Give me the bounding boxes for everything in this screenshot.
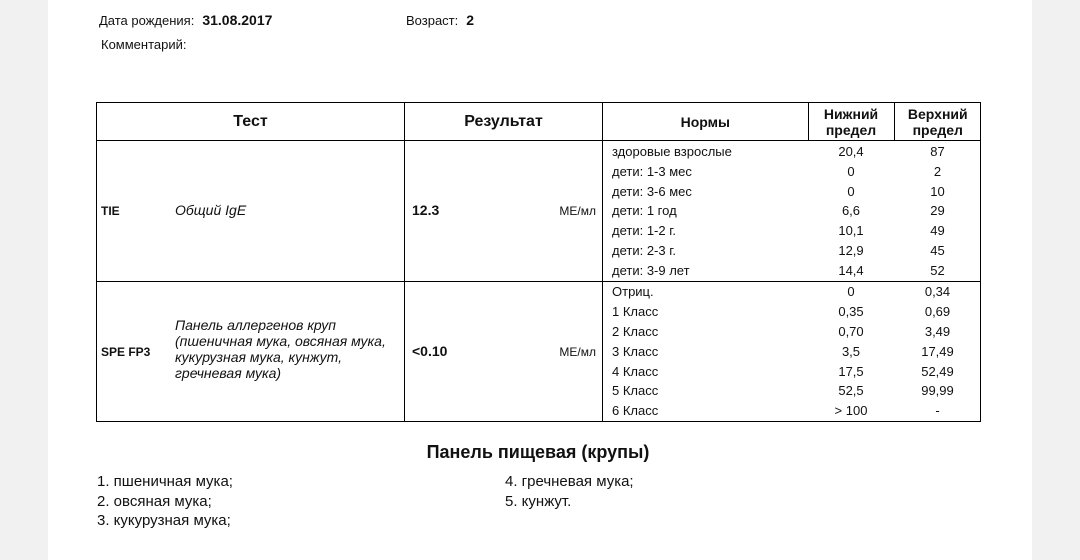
norm-lower-value: 17,5 (838, 363, 864, 379)
norm-row (603, 282, 981, 302)
test-code: SPE FP3 (101, 345, 151, 359)
norm-lower-value: 0 (847, 183, 855, 199)
norm-upper-value: 99,99 (921, 383, 954, 399)
list-item: 5. кунжут. (505, 492, 572, 510)
norm-label: 1 Класс (612, 304, 659, 320)
norm-label: дети: 1 год (612, 203, 677, 219)
allergen-list-left (97, 472, 233, 531)
norm-row (603, 241, 981, 261)
norm-lower-value: 12,9 (838, 243, 864, 259)
list-item: 2. овсяная мука; (97, 492, 212, 510)
norm-upper-value: 10 (930, 183, 945, 199)
test-cell (97, 141, 405, 282)
norm-label: 2 Класс (612, 323, 659, 339)
list-item: 4. гречневая мука; (505, 473, 634, 490)
norm-row (603, 162, 981, 182)
norm-lower-value: 3,5 (841, 343, 861, 359)
norm-lower-value: 0,35 (838, 304, 864, 320)
age-value: 2 (466, 12, 475, 28)
table-row (97, 141, 981, 282)
norm-row (603, 142, 981, 162)
norm-lower-value: > 100 (834, 403, 868, 419)
norm-label: дети: 1-2 г. (612, 223, 676, 239)
result-unit: МЕ/мл (559, 204, 596, 218)
test-name: Общий IgE (175, 202, 247, 218)
norm-upper-value: 0,69 (924, 304, 951, 320)
norm-row (603, 381, 981, 401)
norm-lower-value: 6,6 (841, 203, 861, 219)
norm-label: 4 Класс (612, 363, 659, 379)
comment-label: Комментарий: (101, 37, 187, 52)
norm-label: дети: 3-9 лет (612, 262, 690, 278)
norm-lower-value: 14,4 (838, 262, 864, 278)
norm-row (603, 260, 981, 280)
results-table (96, 102, 981, 422)
result-value: 12.3 (412, 202, 440, 218)
norm-upper-value: 3,49 (924, 323, 951, 339)
norm-upper-value: 2 (933, 163, 942, 179)
test-cell (97, 282, 405, 422)
norm-upper-value: 0,34 (924, 284, 951, 300)
norm-label: 6 Класс (612, 403, 659, 419)
list-item: 1. пшеничная мука; (97, 473, 233, 490)
result-cell (405, 141, 603, 282)
norm-lower-value: 0 (847, 284, 855, 300)
birth-date-label: Дата рождения: (99, 13, 195, 28)
result-unit: МЕ/мл (559, 345, 596, 359)
norm-row (603, 221, 981, 241)
norm-row (603, 341, 981, 361)
result-cell (405, 282, 603, 422)
table-row (97, 282, 981, 422)
birth-date-value: 31.08.2017 (202, 12, 273, 28)
test-name: Панель аллергенов круп (пшеничная мука, овсяная мука, кукурузная мука, кунжут, гречневая мука) (175, 317, 386, 381)
column-result: Результат (405, 103, 603, 141)
column-upper-limit: Верхний предел (894, 103, 981, 140)
result-value: <0.10 (412, 343, 448, 359)
norm-row (603, 322, 981, 342)
norm-label: 3 Класс (612, 343, 659, 359)
column-norms: Нормы (680, 113, 730, 130)
norm-lower-value: 0 (847, 163, 855, 179)
panel-title: Панель пищевая (крупы) (426, 442, 650, 462)
norm-upper-value: 49 (930, 223, 945, 239)
norm-upper-value: 45 (930, 243, 945, 259)
norm-row (603, 401, 981, 421)
list-item: 3. кукурузная мука; (97, 512, 231, 529)
norm-lower-value: 0,70 (838, 323, 864, 339)
norm-lower-value: 10,1 (838, 223, 864, 239)
norm-row (603, 201, 981, 221)
norms-table (603, 142, 981, 281)
norms-cell (603, 282, 981, 422)
norm-upper-value: 52,49 (921, 363, 954, 379)
norm-lower-value: 20,4 (838, 144, 864, 160)
norms-table (603, 282, 981, 421)
norms-cell (603, 141, 981, 282)
norm-label: дети: 1-3 мес (612, 163, 692, 179)
norm-label: дети: 3-6 мес (612, 183, 692, 199)
allergen-list-right (505, 472, 634, 511)
column-test: Тест (97, 103, 405, 141)
norm-label: 5 Класс (612, 383, 659, 399)
column-lower-limit: Нижний предел (808, 103, 894, 140)
norm-lower-value: 52,5 (838, 383, 864, 399)
age (406, 12, 474, 28)
test-code: TIE (101, 204, 120, 218)
birth-date (99, 12, 272, 28)
norm-row (603, 181, 981, 201)
norm-upper-value: 17,49 (921, 343, 954, 359)
age-label: Возраст: (406, 13, 459, 28)
norm-upper-value: - (935, 403, 940, 419)
column-norms-group (603, 103, 981, 141)
norm-label: дети: 2-3 г. (612, 243, 676, 259)
norm-row (603, 361, 981, 381)
norm-upper-value: 87 (930, 144, 945, 160)
norm-row (603, 302, 981, 322)
table-header-row (97, 103, 981, 141)
norm-upper-value: 52 (930, 262, 945, 278)
norm-label: Отриц. (612, 284, 654, 300)
norm-label: здоровые взрослые (612, 144, 732, 160)
norm-upper-value: 29 (930, 203, 945, 219)
